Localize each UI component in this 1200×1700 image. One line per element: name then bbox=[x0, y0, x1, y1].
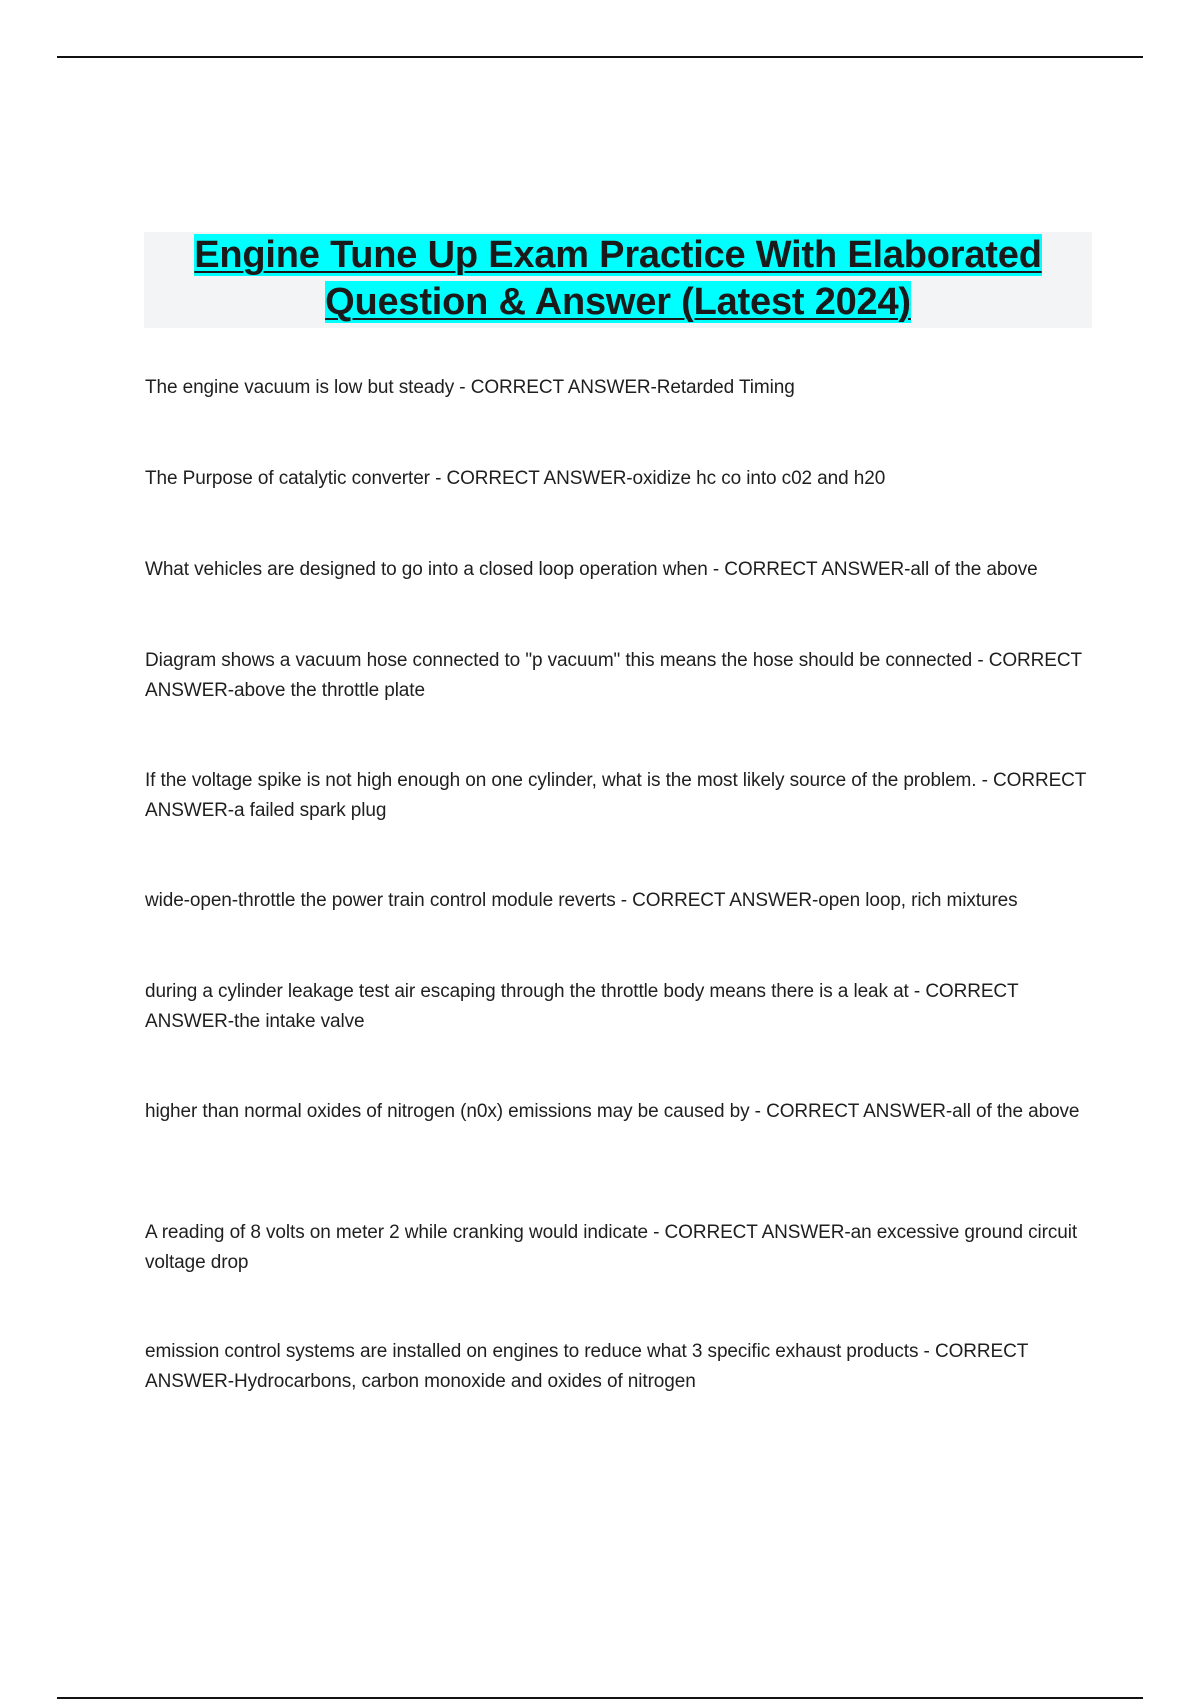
document-title bbox=[144, 232, 1092, 328]
qa-item: If the voltage spike is not high enough on one cylinder, what is the most likely source of the problem. - CORRECT ANSWER-a failed spark plug bbox=[145, 770, 1086, 821]
qa-item: emission control systems are installed on engines to reduce what 3 specific exhaust products - CORRECT ANSWER-Hydrocarbons, carbon monoxide and oxides of nitrogen bbox=[145, 1341, 1028, 1392]
qa-item: A reading of 8 volts on meter 2 while cranking would indicate - CORRECT ANSWER-an excessive ground circuit voltage drop bbox=[145, 1222, 1078, 1273]
qa-item: during a cylinder leakage test air escaping through the throttle body means there is a leak at - CORRECT ANSWER-the intake valve bbox=[145, 981, 1019, 1032]
qa-item: The Purpose of catalytic converter - CORRECT ANSWER-oxidize hc co into c02 and h20 bbox=[145, 468, 886, 489]
qa-item: higher than normal oxides of nitrogen (n0x) emissions may be caused by - CORRECT ANSWER-all of the above bbox=[145, 1101, 1080, 1122]
title-line-1: Engine Tune Up Exam Practice With Elaborated bbox=[194, 234, 1042, 276]
bottom-rule bbox=[57, 1697, 1143, 1699]
qa-item: wide-open-throttle the power train control module reverts - CORRECT ANSWER-open loop, rich mixtures bbox=[145, 890, 1018, 911]
qa-item: Diagram shows a vacuum hose connected to "p vacuum" this means the hose should be connected - CORRECT ANSWER-above the throttle plate bbox=[145, 650, 1082, 701]
title-line-2: Question & Answer (Latest 2024) bbox=[325, 281, 911, 323]
qa-item: What vehicles are designed to go into a closed loop operation when - CORRECT ANSWER-all of the above bbox=[145, 559, 1038, 580]
top-rule bbox=[57, 56, 1143, 58]
qa-item: The engine vacuum is low but steady - CORRECT ANSWER-Retarded Timing bbox=[145, 377, 795, 398]
